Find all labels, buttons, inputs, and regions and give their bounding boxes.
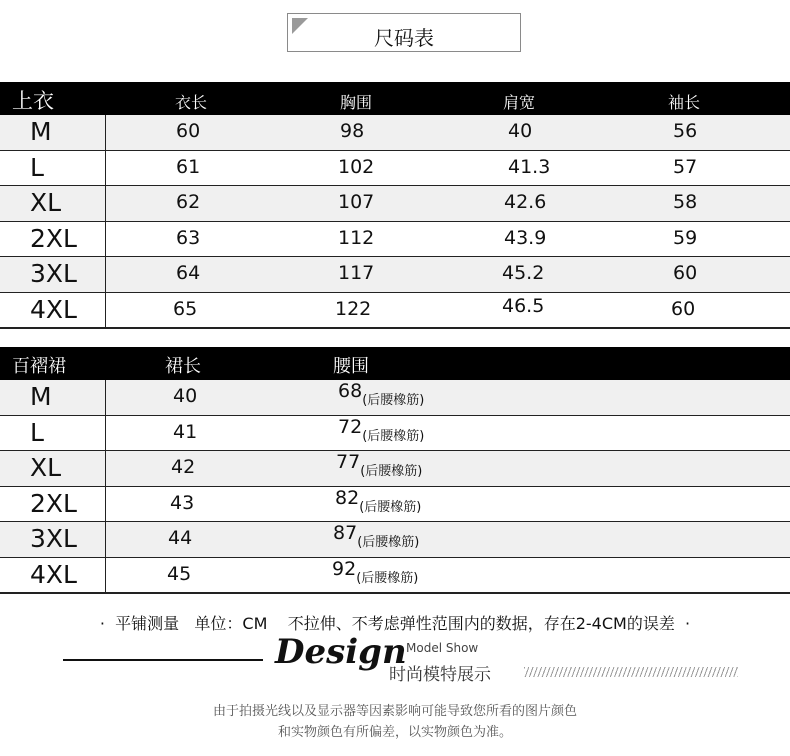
- table-row: [0, 416, 790, 452]
- model-show-subtitle: Model Show: [406, 641, 479, 655]
- header-top-garment: 上衣: [12, 89, 54, 113]
- table-row: [0, 293, 790, 330]
- table-row: [0, 380, 790, 416]
- waist-value: $82_{(后腰橡筋)}$: [335, 486, 422, 515]
- chest-value: 122: [335, 297, 372, 320]
- size-label: 2XL: [30, 488, 77, 518]
- skirt-length-value: 44: [168, 527, 193, 549]
- waist-value: $68_{(后腰橡筋)}$: [338, 380, 425, 408]
- elastic-waist-note: (后腰橡筋): [359, 499, 422, 515]
- sleeve-value: 56: [673, 120, 698, 142]
- size-label: XL: [30, 188, 62, 217]
- waist-value: $77_{(后腰橡筋)}$: [336, 451, 423, 479]
- skirt-length-value: 40: [173, 385, 198, 407]
- size-label: L: [30, 417, 44, 447]
- shoulder-value: 45.2: [502, 262, 545, 284]
- top-size-table: [0, 82, 790, 329]
- skirt-length-value: 43: [170, 491, 195, 514]
- elastic-waist-note: (后腰橡筋): [362, 393, 425, 408]
- waist-value: $87_{(后腰橡筋)}$: [333, 522, 420, 550]
- table-row: [0, 451, 790, 487]
- waist-value: $72_{(后腰橡筋)}$: [338, 415, 425, 444]
- chest-value: 117: [338, 262, 375, 284]
- skirt-length-value: 45: [167, 562, 192, 585]
- skirt-length-value: 42: [171, 456, 196, 478]
- skirt-length-value: 41: [173, 420, 198, 443]
- elastic-waist-note: (后腰橡筋): [360, 464, 423, 479]
- header-skirt-length: 裙长: [165, 356, 201, 377]
- header-skirt: 百褶裙: [12, 356, 66, 377]
- size-label: 2XL: [30, 223, 77, 253]
- size-label: M: [30, 382, 52, 411]
- table-row: [0, 522, 790, 558]
- header-sleeve: 袖长: [668, 93, 701, 112]
- sleeve-value: 60: [673, 262, 698, 284]
- hatch-decoration: [524, 667, 738, 677]
- length-value: 61: [176, 155, 201, 178]
- length-value: 62: [176, 191, 201, 213]
- top-table-header: [0, 82, 790, 115]
- size-label: L: [30, 152, 44, 182]
- table-row: [0, 487, 790, 523]
- chest-value: 102: [338, 155, 375, 178]
- length-value: 65: [173, 297, 198, 320]
- chest-value: 107: [338, 191, 375, 213]
- sleeve-value: 57: [673, 155, 698, 178]
- sleeve-value: 59: [673, 226, 698, 249]
- length-value: 60: [176, 120, 201, 142]
- skirt-table-header: [0, 347, 790, 380]
- size-label: 4XL: [30, 559, 77, 589]
- table-row: [0, 115, 790, 151]
- table-row: [0, 222, 790, 258]
- size-label: XL: [30, 453, 62, 482]
- size-chart-title-box: [287, 13, 521, 52]
- skirt-size-table: [0, 347, 790, 594]
- color-disclaimer-line-2: 和实物颜色有所偏差，以实物颜色为准。: [277, 725, 512, 740]
- chest-value: 98: [340, 120, 365, 142]
- table-row: [0, 151, 790, 187]
- size-label: 4XL: [30, 294, 77, 324]
- design-divider: [63, 659, 263, 661]
- page-title: 尺码表: [374, 26, 434, 50]
- waist-value: $92_{(后腰橡筋)}$: [332, 557, 419, 586]
- table-row: [0, 558, 790, 595]
- chest-value: 112: [338, 226, 375, 249]
- header-waist: 腰围: [333, 356, 369, 377]
- measurement-note: · 平铺测量 单位：CM 不拉伸、不考虑弹性范围内的数据，存在2-4CM的误差 ·: [99, 614, 691, 633]
- elastic-waist-note: (后腰橡筋): [357, 535, 420, 550]
- shoulder-value: 41.3: [508, 155, 551, 178]
- table-row: [0, 186, 790, 222]
- sleeve-value: 60: [671, 297, 696, 320]
- size-label: 3XL: [30, 524, 77, 553]
- shoulder-value: 40: [508, 120, 533, 142]
- table-row: [0, 257, 790, 293]
- fashion-model-subtitle: 时尚模特展示: [389, 665, 491, 685]
- shoulder-value: 42.6: [504, 191, 547, 213]
- shoulder-value: 43.9: [504, 226, 547, 249]
- size-label: 3XL: [30, 259, 77, 288]
- shoulder-value: 46.5: [502, 294, 545, 317]
- header-length: 衣长: [175, 93, 208, 112]
- header-shoulder: 肩宽: [503, 93, 536, 112]
- size-label: M: [30, 117, 52, 146]
- length-value: 63: [176, 226, 201, 249]
- header-chest: 胸围: [340, 93, 373, 112]
- elastic-waist-note: (后腰橡筋): [362, 428, 425, 444]
- elastic-waist-note: (后腰橡筋): [356, 570, 419, 586]
- design-heading: Design: [275, 632, 407, 672]
- sleeve-value: 58: [673, 191, 698, 213]
- color-disclaimer-line-1: 由于拍摄光线以及显示器等因素影响可能导致您所看的图片颜色: [212, 704, 577, 719]
- length-value: 64: [176, 262, 201, 284]
